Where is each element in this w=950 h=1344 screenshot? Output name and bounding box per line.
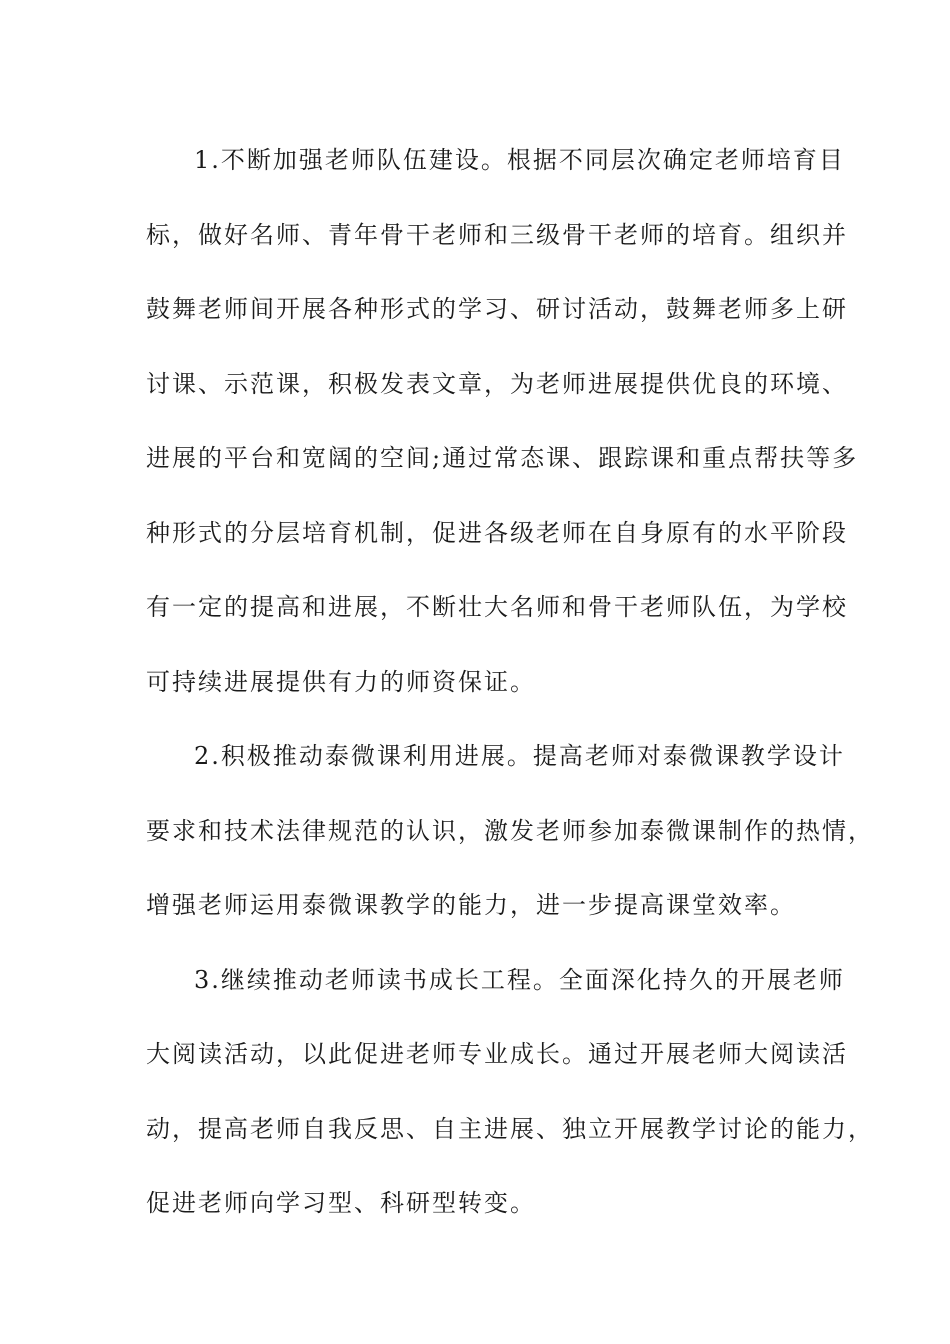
paragraph-2-line-1: 2.积极推动泰微课利用进展。提高老师对泰微课教学设计 (194, 742, 845, 770)
paragraph-1-line-2: 标，做好名师、青年骨干老师和三级骨干老师的培育。组织并 (146, 220, 848, 249)
document-body (146, 123, 874, 1241)
paragraph-1-line-6: 种形式的分层培育机制，促进各级老师在自身原有的水平阶段 (146, 518, 848, 547)
paragraph-2-line-2: 要求和技术法律规范的认识，激发老师参加泰微课制作的热情， (146, 816, 874, 845)
paragraph-1-line-5: 进展的平台和宽阔的空间;通过常态课、跟踪课和重点帮扶等多 (146, 444, 859, 472)
paragraph-3-line-4: 促进老师向学习型、科研型转变。 (146, 1189, 536, 1217)
paragraph-1-line-1: 1.不断加强老师队伍建设。根据不同层次确定老师培育目 (194, 146, 845, 174)
paragraph-3-line-2: 大阅读活动，以此促进老师专业成长。通过开展老师大阅读活 (146, 1040, 848, 1068)
paragraph-1-line-3: 鼓舞老师间开展各种形式的学习、研讨活动，鼓舞老师多上研 (146, 295, 848, 323)
paragraph-2-line-3: 增强老师运用泰微课教学的能力，进一步提高课堂效率。 (146, 891, 796, 919)
paragraph-1-line-7: 有一定的提高和进展，不断壮大名师和骨干老师队伍，为学校 (146, 593, 848, 621)
paragraph-3-line-3: 动，提高老师自我反思、自主进展、独立开展教学讨论的能力， (146, 1114, 874, 1143)
paragraph-1-line-4: 讨课、示范课，积极发表文章，为老师进展提供优良的环境、 (146, 369, 848, 398)
paragraph-1-line-8: 可持续进展提供有力的师资保证。 (146, 667, 536, 696)
paragraph-3-line-1: 3.继续推动老师读书成长工程。全面深化持久的开展老师 (194, 965, 845, 994)
